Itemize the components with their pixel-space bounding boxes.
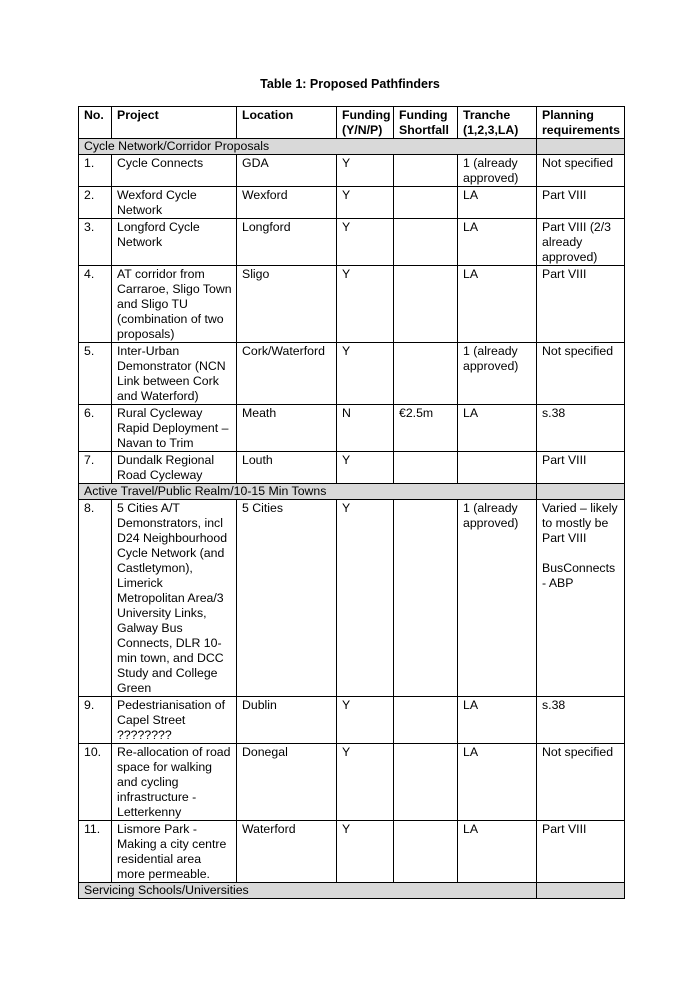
cell-tranche: 1 (already approved) [458,500,537,697]
cell-planning: Part VIII (2/3 already approved) [537,219,625,266]
cell-funding: Y [337,452,394,484]
cell-funding-shortfall [394,500,458,697]
cell-planning: Part VIII [537,187,625,219]
cell-planning: s.38 [537,405,625,452]
column-header-location: Location [237,107,337,139]
column-header-tranche: Tranche (1,2,3,LA) [458,107,537,139]
cell-project: Re-allocation of road space for walking and cycling infrastructure - Letterkenny [112,744,237,821]
cell-tranche: LA [458,405,537,452]
cell-location: Cork/Waterford [237,343,337,405]
cell-tranche: LA [458,744,537,821]
cell-funding: Y [337,744,394,821]
table-row [79,343,625,405]
section-label: Cycle Network/Corridor Proposals [79,139,537,155]
cell-funding: Y [337,155,394,187]
cell-tranche: LA [458,821,537,883]
cell-planning: Not specified [537,343,625,405]
cell-funding-shortfall [394,744,458,821]
cell-location: Longford [237,219,337,266]
cell-location: Dublin [237,697,337,744]
table-row [79,219,625,266]
cell-funding-shortfall [394,219,458,266]
cell-project: Longford Cycle Network [112,219,237,266]
table-row [79,821,625,883]
table-row [79,500,625,697]
cell-no: 11. [79,821,112,883]
cell-project: Dundalk Regional Road Cycleway [112,452,237,484]
cell-funding-shortfall [394,697,458,744]
section-end-cell [537,484,625,500]
cell-location: Sligo [237,266,337,343]
section-end-cell [537,139,625,155]
cell-tranche: LA [458,187,537,219]
cell-project: Lismore Park - Making a city centre residential area more permeable. [112,821,237,883]
cell-no: 5. [79,343,112,405]
cell-planning: Part VIII [537,452,625,484]
cell-tranche: 1 (already approved) [458,155,537,187]
table-row [79,697,625,744]
header-row [79,107,625,139]
column-header-planning: Planning requirements [537,107,625,139]
cell-no: 3. [79,219,112,266]
cell-funding-shortfall [394,187,458,219]
cell-funding: Y [337,697,394,744]
cell-project: 5 Cities A/T Demonstrators, incl D24 Neighbourhood Cycle Network (and Castletymon), Limerick Metropolitan Area/3 University Links, Galway Bus Connects, DLR 10-min town, and DCC Study and College Green [112,500,237,697]
column-header-no: No. [79,107,112,139]
cell-no: 2. [79,187,112,219]
section-header-row [79,484,625,500]
column-header-funding-shortfall: Funding Shortfall [394,107,458,139]
cell-tranche: 1 (already approved) [458,343,537,405]
pathfinders-table [78,106,625,899]
cell-project: Rural Cycleway Rapid Deployment – Navan to Trim [112,405,237,452]
cell-funding-shortfall [394,343,458,405]
section-header-row [79,883,625,899]
cell-funding-shortfall [394,452,458,484]
cell-location: Wexford [237,187,337,219]
cell-tranche [458,452,537,484]
cell-funding: Y [337,219,394,266]
table-row [79,155,625,187]
section-header-row [79,139,625,155]
column-header-funding: Funding (Y/N/P) [337,107,394,139]
table-row [79,405,625,452]
cell-no: 6. [79,405,112,452]
cell-no: 4. [79,266,112,343]
section-label: Servicing Schools/Universities [79,883,537,899]
cell-funding-shortfall [394,266,458,343]
table-row [79,266,625,343]
column-header-project: Project [112,107,237,139]
cell-tranche: LA [458,266,537,343]
cell-location: 5 Cities [237,500,337,697]
table-row [79,744,625,821]
cell-funding-shortfall [394,821,458,883]
cell-project: Wexford Cycle Network [112,187,237,219]
cell-no: 9. [79,697,112,744]
cell-funding-shortfall [394,155,458,187]
cell-location: Meath [237,405,337,452]
cell-funding: Y [337,821,394,883]
cell-funding-shortfall: €2.5m [394,405,458,452]
cell-location: GDA [237,155,337,187]
section-label: Active Travel/Public Realm/10-15 Min Towns [79,484,537,500]
cell-planning: Part VIII [537,266,625,343]
cell-location: Donegal [237,744,337,821]
table-body [79,139,625,899]
cell-no: 8. [79,500,112,697]
cell-project: AT corridor from Carraroe, Sligo Town and Sligo TU (combination of two proposals) [112,266,237,343]
table-row [79,452,625,484]
cell-tranche: LA [458,219,537,266]
cell-planning: Not specified [537,155,625,187]
cell-location: Louth [237,452,337,484]
cell-planning: Part VIII [537,821,625,883]
cell-project: Pedestrianisation of Capel Street ???????? [112,697,237,744]
cell-funding: Y [337,500,394,697]
cell-project: Inter-Urban Demonstrator (NCN Link between Cork and Waterford) [112,343,237,405]
cell-tranche: LA [458,697,537,744]
cell-funding: Y [337,343,394,405]
cell-funding: Y [337,266,394,343]
cell-funding: Y [337,187,394,219]
cell-no: 10. [79,744,112,821]
section-end-cell [537,883,625,899]
table-row [79,187,625,219]
cell-location: Waterford [237,821,337,883]
cell-planning: Not specified [537,744,625,821]
cell-no: 7. [79,452,112,484]
cell-no: 1. [79,155,112,187]
cell-project: Cycle Connects [112,155,237,187]
cell-planning: Varied – likely to mostly be Part VIII BusConnects - ABP [537,500,625,697]
cell-funding: N [337,405,394,452]
table-caption: Table 1: Proposed Pathfinders [260,77,440,91]
cell-planning: s.38 [537,697,625,744]
